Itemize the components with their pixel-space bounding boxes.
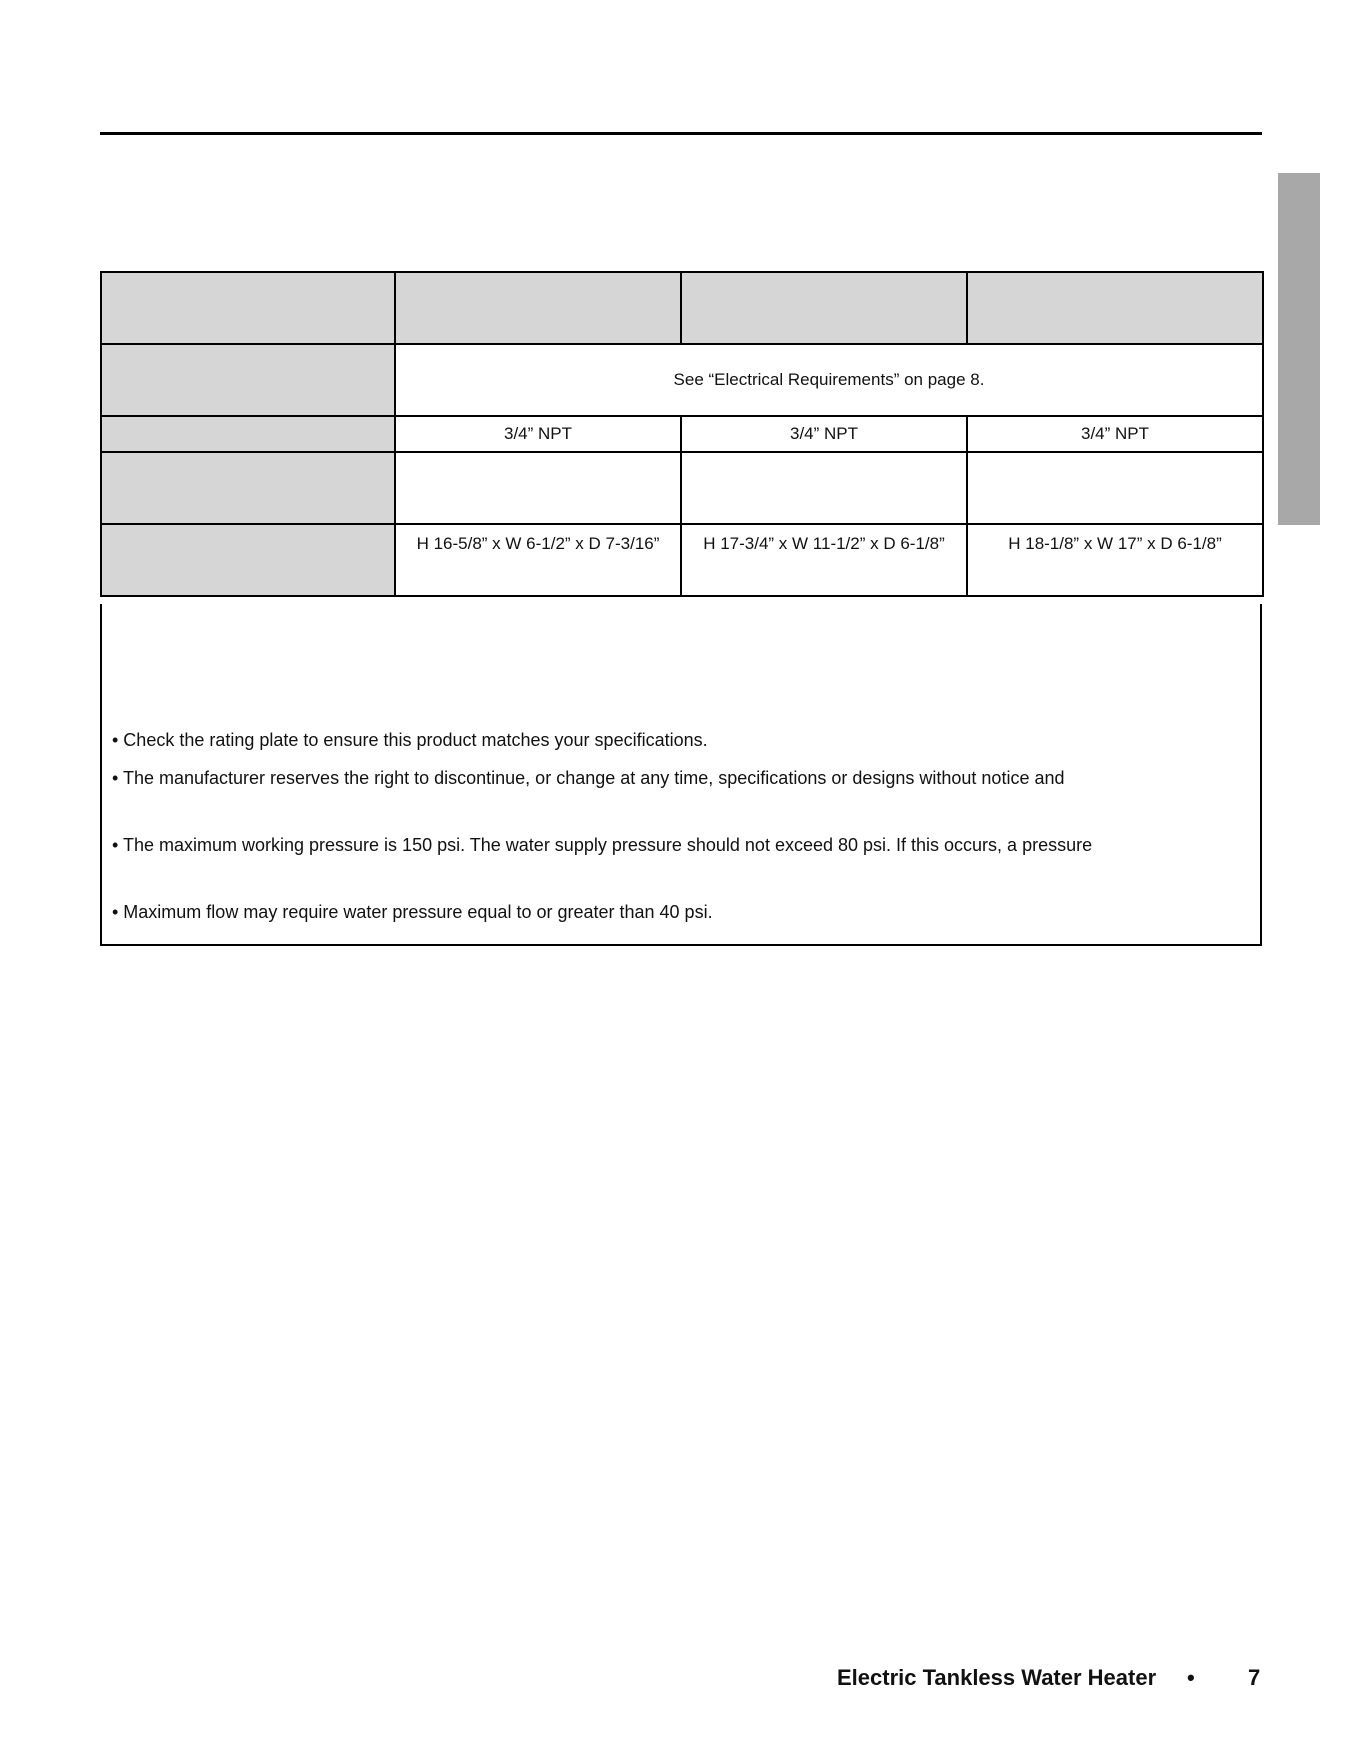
dimension-cell: H 18-1/8” x W 17” x D 6-1/8” [967,524,1263,596]
table-row-connections [101,416,1263,452]
table-row-dimensions [101,524,1263,596]
footer-bullet: • [1187,1665,1195,1690]
connection-cell: 3/4” NPT [395,416,681,452]
note-item: • The manufacturer reserves the right to discontinue, or change at any time, specifications or designs without notice and [112,768,1065,788]
table-row-electrical [101,344,1263,416]
row-label-cell [101,452,395,524]
row-label-cell [101,416,395,452]
note-item: • Maximum flow may require water pressure equal to or greater than 40 psi. [112,902,713,922]
dimension-cell: H 17-3/4” x W 11-1/2” x D 6-1/8” [681,524,967,596]
dimension-cell: H 16-5/8” x W 6-1/2” x D 7-3/16” [395,524,681,596]
note-item: • The maximum working pressure is 150 psi. The water supply pressure should not exceed 80 psi. If this occurs, a pressure [112,835,1093,855]
connection-cell: 3/4” NPT [681,416,967,452]
specifications-table [100,271,1264,597]
note-item: • Check the rating plate to ensure this product matches your specifications. [112,730,708,750]
table-header-row [101,272,1263,344]
value-cell [395,452,681,524]
row-label-cell [101,344,395,416]
header-cell [681,272,967,344]
table-row-blank [101,452,1263,524]
header-cell [101,272,395,344]
footer-title: Electric Tankless Water Heater [837,1665,1157,1690]
row-label-cell [101,524,395,596]
notes-box [100,604,1262,946]
section-side-tab [1278,173,1320,525]
page-number: 7 [1248,1665,1261,1690]
header-rule [100,132,1262,135]
header-cell [967,272,1263,344]
header-cell [395,272,681,344]
value-cell [967,452,1263,524]
electrical-note-cell: See “Electrical Requirements” on page 8. [395,344,1263,416]
connection-cell: 3/4” NPT [967,416,1263,452]
value-cell [681,452,967,524]
